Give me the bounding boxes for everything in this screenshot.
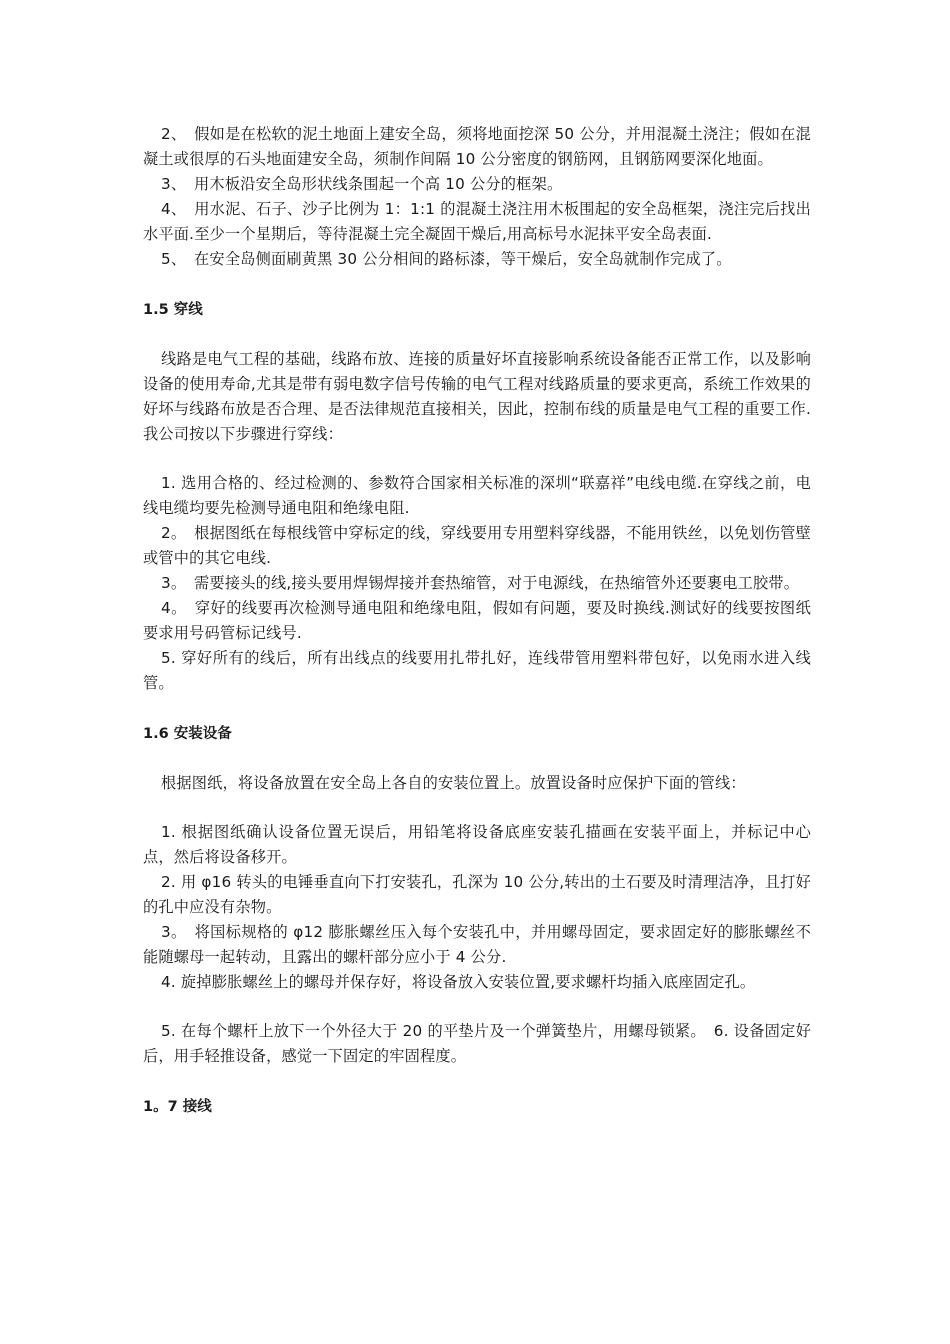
list-item: 3、 用木板沿安全岛形状线条围起一个高 10 公分的框架。 xyxy=(161,175,563,193)
intro-paragraph: 根据图纸，将设备放置在安全岛上各自的安装位置上。放置设备时应保护下面的管线： xyxy=(161,774,746,792)
list-item: 2、 假如是在松软的泥土地面上建安全岛，须将地面挖深 50 公分，并用混凝土浇注；假如在混凝土或很厚的石头地面建安全岛，须制作间隔 10 公分密度的钢筋网，且钢筋网要深化地面。 xyxy=(143,125,811,168)
list-item: 5. 穿好所有的线后，所有出线点的线要用扎带扎好，连线带管用塑料带包好，以免雨水进入线管。 xyxy=(143,649,811,692)
spacer xyxy=(143,323,811,347)
spacer xyxy=(143,1069,811,1095)
section-heading: 1.5 穿线 xyxy=(143,302,203,318)
list-item: 3。 将国标规格的 φ12 膨胀螺丝压入每个安装孔中，并用螺母固定，要求固定好的膨胀螺丝不能随螺母一起转动，且露出的螺杆部分应小于 4 公分. xyxy=(143,923,811,966)
list-item: 5、 在安全岛侧面刷黄黑 30 公分相间的路标漆，等干燥后，安全岛就制作完成了。 xyxy=(161,250,732,268)
list-item: 4. 旋掉膨胀螺丝上的螺母并保存好，将设备放入安装位置,要求螺杆均插入底座固定孔。 xyxy=(161,973,756,991)
spacer xyxy=(143,995,811,1019)
spacer xyxy=(143,272,811,298)
section-heading: 1.6 安装设备 xyxy=(143,726,232,742)
spacer xyxy=(143,447,811,471)
intro-paragraph: 线路是电气工程的基础，线路布放、连接的质量好坏直接影响系统设备能否正常工作，以及影响设备的使用寿命,尤其是带有弱电数字信号传输的电气工程对线路质量的要求更高，系统工作效果的好坏与线路布放是否合理、是否法律规范直接相关，因此，控制布线的质量是电气工程的重要工作.我公司按以下步骤进行穿线： xyxy=(143,350,811,443)
list-item: 1. 选用合格的、经过检测的、参数符合国家相关标准的深圳“联嘉祥”电线电缆.在穿线之前，电线电缆均要先检测导通电阻和绝缘电阻. xyxy=(143,474,811,517)
list-item: 5. 在每个螺杆上放下一个外径大于 20 的平垫片及一个弹簧垫片，用螺母锁紧。 6. 设备固定好后，用手轻推设备，感觉一下固定的牢固程度。 xyxy=(143,1022,811,1065)
document-body xyxy=(143,122,811,1120)
spacer xyxy=(143,696,811,722)
list-item: 2。 根据图纸在每根线管中穿标定的线，穿线要用专用塑料穿线器，不能用铁丝，以免划伤管壁或管中的其它电线. xyxy=(143,524,811,567)
list-item: 2. 用 φ16 转头的电锤垂直向下打安装孔，孔深为 10 公分,转出的土石要及时清理洁净，且打好的孔中应没有杂物。 xyxy=(143,873,811,916)
list-item: 4。 穿好的线要再次检测导通电阻和绝缘电阻，假如有问题，要及时换线.测试好的线要按图纸要求用号码管标记线号. xyxy=(143,599,811,642)
section-heading: 1。7 接线 xyxy=(143,1099,212,1115)
list-item: 1. 根据图纸确认设备位置无误后，用铅笔将设备底座安装孔描画在安装平面上，并标记中心点，然后将设备移开。 xyxy=(143,823,811,866)
list-item: 4、 用水泥、石子、沙子比例为 1：1:1 的混凝土浇注用木板围起的安全岛框架，浇注完后找出水平面.至少一个星期后，等待混凝土完全凝固干燥后,用高标号水泥抹平安全岛表面. xyxy=(143,200,811,243)
spacer xyxy=(143,747,811,771)
spacer xyxy=(143,796,811,820)
list-item: 3。 需要接头的线,接头要用焊锡焊接并套热缩管，对于电源线，在热缩管外还要裹电工胶带。 xyxy=(161,574,800,592)
